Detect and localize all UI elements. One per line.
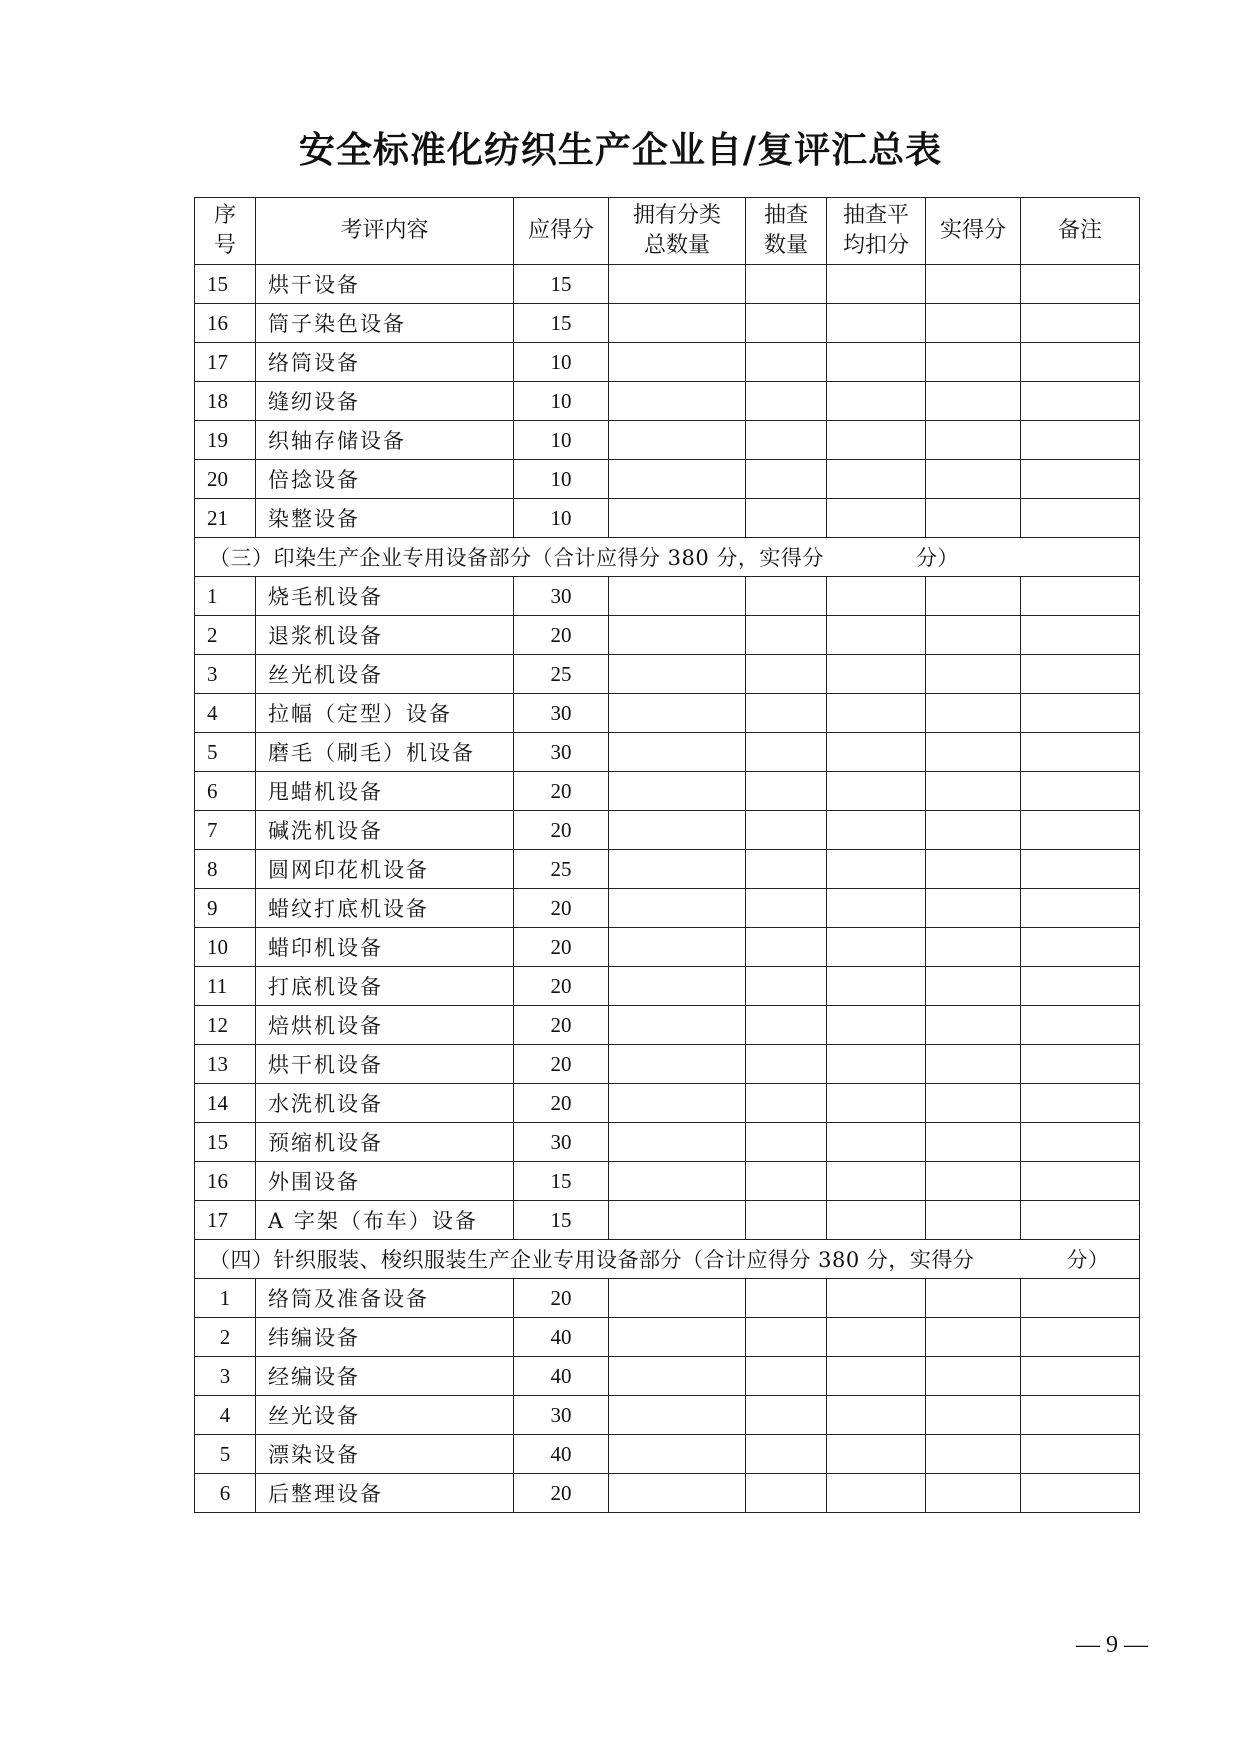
row-avg-deduction-cell (827, 1357, 926, 1396)
row-content: 甩蜡机设备 (256, 772, 514, 811)
row-category-count-cell (609, 499, 746, 538)
row-category-count-cell (609, 265, 746, 304)
row-category-count-cell (609, 850, 746, 889)
row-score: 30 (514, 733, 609, 772)
row-actual-score-cell (926, 499, 1021, 538)
row-category-count-cell (609, 577, 746, 616)
row-sample-count-cell (746, 694, 827, 733)
row-actual-score-cell (926, 1201, 1021, 1240)
row-score: 20 (514, 967, 609, 1006)
row-sample-count-cell (746, 382, 827, 421)
row-sample-count-cell (746, 1006, 827, 1045)
row-remarks-cell (1021, 421, 1140, 460)
table-row (195, 811, 1140, 850)
row-remarks-cell (1021, 499, 1140, 538)
row-category-count-cell (609, 616, 746, 655)
row-score: 30 (514, 694, 609, 733)
row-content: 拉幅（定型）设备 (256, 694, 514, 733)
row-sample-count-cell (746, 265, 827, 304)
table-row (195, 694, 1140, 733)
row-category-count-cell (609, 928, 746, 967)
row-remarks-cell (1021, 928, 1140, 967)
row-avg-deduction-cell (827, 1045, 926, 1084)
row-number: 19 (195, 421, 256, 460)
row-content: 圆网印花机设备 (256, 850, 514, 889)
row-score: 15 (514, 304, 609, 343)
row-sample-count-cell (746, 655, 827, 694)
row-sample-count-cell (746, 421, 827, 460)
row-remarks-cell (1021, 967, 1140, 1006)
row-category-count-cell (609, 304, 746, 343)
col-header-actual-score: 实得分 (926, 198, 1021, 265)
row-content: 漂染设备 (256, 1435, 514, 1474)
row-avg-deduction-cell (827, 1084, 926, 1123)
table-row (195, 1123, 1140, 1162)
row-score: 10 (514, 460, 609, 499)
row-score: 20 (514, 1474, 609, 1513)
row-avg-deduction-cell (827, 1435, 926, 1474)
row-number: 8 (195, 850, 256, 889)
col-header-avg-deduction: 抽查平 均扣分 (827, 198, 926, 265)
row-sample-count-cell (746, 1084, 827, 1123)
row-number: 17 (195, 343, 256, 382)
row-avg-deduction-cell (827, 889, 926, 928)
page-number: — 9 — (1076, 1632, 1148, 1658)
row-number: 14 (195, 1084, 256, 1123)
evaluation-summary-table (194, 197, 1140, 1513)
row-score: 15 (514, 1162, 609, 1201)
row-number: 4 (195, 1396, 256, 1435)
row-avg-deduction-cell (827, 967, 926, 1006)
row-remarks-cell (1021, 343, 1140, 382)
row-number: 7 (195, 811, 256, 850)
row-score: 40 (514, 1318, 609, 1357)
row-remarks-cell (1021, 1357, 1140, 1396)
col-header-content: 考评内容 (256, 198, 514, 265)
row-avg-deduction-cell (827, 1474, 926, 1513)
row-actual-score-cell (926, 382, 1021, 421)
row-actual-score-cell (926, 1279, 1021, 1318)
row-content: 碱洗机设备 (256, 811, 514, 850)
row-actual-score-cell (926, 265, 1021, 304)
table-row (195, 382, 1140, 421)
row-category-count-cell (609, 1435, 746, 1474)
row-sample-count-cell (746, 1201, 827, 1240)
row-content: 磨毛（刷毛）机设备 (256, 733, 514, 772)
row-number: 2 (195, 616, 256, 655)
row-score: 40 (514, 1357, 609, 1396)
table-header-row (195, 198, 1140, 265)
row-number: 18 (195, 382, 256, 421)
row-content: 丝光机设备 (256, 655, 514, 694)
row-score: 20 (514, 928, 609, 967)
row-score: 10 (514, 499, 609, 538)
row-number: 2 (195, 1318, 256, 1357)
row-actual-score-cell (926, 850, 1021, 889)
row-remarks-cell (1021, 772, 1140, 811)
row-actual-score-cell (926, 733, 1021, 772)
row-number: 1 (195, 577, 256, 616)
row-number: 5 (195, 733, 256, 772)
table-row (195, 733, 1140, 772)
row-actual-score-cell (926, 304, 1021, 343)
row-number: 20 (195, 460, 256, 499)
section-title (195, 1240, 1140, 1279)
row-remarks-cell (1021, 304, 1140, 343)
table-row (195, 772, 1140, 811)
row-number: 15 (195, 1123, 256, 1162)
row-category-count-cell (609, 1474, 746, 1513)
row-avg-deduction-cell (827, 733, 926, 772)
row-sample-count-cell (746, 343, 827, 382)
row-remarks-cell (1021, 889, 1140, 928)
row-avg-deduction-cell (827, 1396, 926, 1435)
row-category-count-cell (609, 421, 746, 460)
row-avg-deduction-cell (827, 928, 926, 967)
row-score: 10 (514, 421, 609, 460)
row-category-count-cell (609, 1279, 746, 1318)
row-content: 烘干设备 (256, 265, 514, 304)
row-content: 烧毛机设备 (256, 577, 514, 616)
row-number: 17 (195, 1201, 256, 1240)
row-remarks-cell (1021, 616, 1140, 655)
row-actual-score-cell (926, 1045, 1021, 1084)
row-content: 络筒及准备设备 (256, 1279, 514, 1318)
row-content: 退浆机设备 (256, 616, 514, 655)
row-content: 烘干机设备 (256, 1045, 514, 1084)
row-number: 13 (195, 1045, 256, 1084)
row-content: A 字架（布车）设备 (256, 1201, 514, 1240)
row-content: 纬编设备 (256, 1318, 514, 1357)
row-category-count-cell (609, 343, 746, 382)
row-actual-score-cell (926, 1084, 1021, 1123)
row-actual-score-cell (926, 694, 1021, 733)
row-avg-deduction-cell (827, 694, 926, 733)
row-remarks-cell (1021, 1474, 1140, 1513)
col-header-category-count: 拥有分类 总数量 (609, 198, 746, 265)
row-category-count-cell (609, 1084, 746, 1123)
row-avg-deduction-cell (827, 382, 926, 421)
row-remarks-cell (1021, 265, 1140, 304)
section-title (195, 538, 1140, 577)
row-score: 30 (514, 1123, 609, 1162)
row-score: 20 (514, 1279, 609, 1318)
row-score: 40 (514, 1435, 609, 1474)
table-row (195, 616, 1140, 655)
row-score: 20 (514, 1045, 609, 1084)
row-sample-count-cell (746, 1318, 827, 1357)
row-sample-count-cell (746, 616, 827, 655)
row-content: 水洗机设备 (256, 1084, 514, 1123)
row-sample-count-cell (746, 733, 827, 772)
section-header-row (195, 1240, 1140, 1279)
row-content: 后整理设备 (256, 1474, 514, 1513)
row-content: 打底机设备 (256, 967, 514, 1006)
table-row (195, 265, 1140, 304)
table-row (195, 1162, 1140, 1201)
row-score: 20 (514, 616, 609, 655)
row-sample-count-cell (746, 304, 827, 343)
row-remarks-cell (1021, 1123, 1140, 1162)
row-content: 蜡印机设备 (256, 928, 514, 967)
col-header-remarks: 备注 (1021, 198, 1140, 265)
row-sample-count-cell (746, 1435, 827, 1474)
row-remarks-cell (1021, 1162, 1140, 1201)
row-remarks-cell (1021, 382, 1140, 421)
table-row (195, 1045, 1140, 1084)
row-avg-deduction-cell (827, 1279, 926, 1318)
row-avg-deduction-cell (827, 1006, 926, 1045)
section-header-row (195, 538, 1140, 577)
row-number: 1 (195, 1279, 256, 1318)
row-category-count-cell (609, 1006, 746, 1045)
row-category-count-cell (609, 382, 746, 421)
row-remarks-cell (1021, 577, 1140, 616)
table-row (195, 1474, 1140, 1513)
row-content: 丝光设备 (256, 1396, 514, 1435)
row-score: 25 (514, 850, 609, 889)
row-sample-count-cell (746, 811, 827, 850)
row-avg-deduction-cell (827, 499, 926, 538)
row-number: 15 (195, 265, 256, 304)
row-actual-score-cell (926, 1123, 1021, 1162)
row-score: 25 (514, 655, 609, 694)
row-sample-count-cell (746, 967, 827, 1006)
row-number: 11 (195, 967, 256, 1006)
row-remarks-cell (1021, 1396, 1140, 1435)
table-body (195, 265, 1140, 1513)
row-content: 织轴存储设备 (256, 421, 514, 460)
row-sample-count-cell (746, 850, 827, 889)
row-actual-score-cell (926, 421, 1021, 460)
row-score: 30 (514, 577, 609, 616)
row-sample-count-cell (746, 772, 827, 811)
row-score: 20 (514, 772, 609, 811)
col-header-no: 序 号 (195, 198, 256, 265)
row-remarks-cell (1021, 1318, 1140, 1357)
table-row (195, 460, 1140, 499)
row-score: 20 (514, 1006, 609, 1045)
row-sample-count-cell (746, 1396, 827, 1435)
row-actual-score-cell (926, 928, 1021, 967)
row-score: 20 (514, 889, 609, 928)
row-avg-deduction-cell (827, 421, 926, 460)
row-avg-deduction-cell (827, 1201, 926, 1240)
row-number: 4 (195, 694, 256, 733)
row-actual-score-cell (926, 967, 1021, 1006)
row-remarks-cell (1021, 1435, 1140, 1474)
row-actual-score-cell (926, 889, 1021, 928)
row-category-count-cell (609, 733, 746, 772)
row-sample-count-cell (746, 1474, 827, 1513)
row-sample-count-cell (746, 577, 827, 616)
row-category-count-cell (609, 460, 746, 499)
row-category-count-cell (609, 655, 746, 694)
row-actual-score-cell (926, 1162, 1021, 1201)
table-row (195, 304, 1140, 343)
row-content: 蜡纹打底机设备 (256, 889, 514, 928)
row-avg-deduction-cell (827, 460, 926, 499)
row-sample-count-cell (746, 928, 827, 967)
row-avg-deduction-cell (827, 850, 926, 889)
table-row (195, 577, 1140, 616)
row-score: 20 (514, 811, 609, 850)
row-number: 9 (195, 889, 256, 928)
row-category-count-cell (609, 1318, 746, 1357)
table-row (195, 499, 1140, 538)
section-title-text: （三）印染生产企业专用设备部分（合计应得分 380 分，实得分 (209, 546, 824, 570)
row-number: 12 (195, 1006, 256, 1045)
row-score: 10 (514, 343, 609, 382)
row-content: 染整设备 (256, 499, 514, 538)
row-avg-deduction-cell (827, 616, 926, 655)
row-number: 3 (195, 1357, 256, 1396)
row-sample-count-cell (746, 499, 827, 538)
section-title-text: （四）针织服装、梭织服装生产企业专用设备部分（合计应得分 380 分，实得分 (209, 1248, 975, 1272)
table-row (195, 850, 1140, 889)
row-sample-count-cell (746, 1123, 827, 1162)
row-content: 倍捻设备 (256, 460, 514, 499)
row-number: 10 (195, 928, 256, 967)
row-score: 15 (514, 265, 609, 304)
row-score: 30 (514, 1396, 609, 1435)
row-category-count-cell (609, 772, 746, 811)
row-score: 15 (514, 1201, 609, 1240)
row-actual-score-cell (926, 811, 1021, 850)
row-remarks-cell (1021, 733, 1140, 772)
section-title-end: 分） (1066, 1248, 1110, 1272)
row-sample-count-cell (746, 1162, 827, 1201)
row-remarks-cell (1021, 1201, 1140, 1240)
row-content: 络筒设备 (256, 343, 514, 382)
row-remarks-cell (1021, 655, 1140, 694)
row-actual-score-cell (926, 655, 1021, 694)
row-remarks-cell (1021, 1006, 1140, 1045)
row-category-count-cell (609, 811, 746, 850)
row-content: 经编设备 (256, 1357, 514, 1396)
row-category-count-cell (609, 1201, 746, 1240)
table-row (195, 655, 1140, 694)
table-row (195, 1357, 1140, 1396)
row-avg-deduction-cell (827, 304, 926, 343)
row-sample-count-cell (746, 1279, 827, 1318)
row-actual-score-cell (926, 1396, 1021, 1435)
row-remarks-cell (1021, 694, 1140, 733)
section-title-end: 分） (915, 546, 959, 570)
row-actual-score-cell (926, 1357, 1021, 1396)
row-number: 21 (195, 499, 256, 538)
row-category-count-cell (609, 1162, 746, 1201)
row-avg-deduction-cell (827, 655, 926, 694)
row-number: 16 (195, 1162, 256, 1201)
row-category-count-cell (609, 1045, 746, 1084)
row-avg-deduction-cell (827, 772, 926, 811)
row-content: 焙烘机设备 (256, 1006, 514, 1045)
document-title: 安全标准化纺织生产企业自/复评汇总表 (298, 129, 943, 171)
table-row (195, 421, 1140, 460)
col-header-sample-count: 抽查 数量 (746, 198, 827, 265)
row-actual-score-cell (926, 1474, 1021, 1513)
row-score: 10 (514, 382, 609, 421)
row-avg-deduction-cell (827, 577, 926, 616)
row-content: 外围设备 (256, 1162, 514, 1201)
table-row (195, 1084, 1140, 1123)
row-number: 3 (195, 655, 256, 694)
table-row (195, 1201, 1140, 1240)
col-header-score: 应得分 (514, 198, 609, 265)
row-content: 预缩机设备 (256, 1123, 514, 1162)
table-row (195, 967, 1140, 1006)
table-row (195, 343, 1140, 382)
row-content: 缝纫设备 (256, 382, 514, 421)
row-actual-score-cell (926, 460, 1021, 499)
table-row (195, 1006, 1140, 1045)
row-actual-score-cell (926, 1435, 1021, 1474)
row-remarks-cell (1021, 1045, 1140, 1084)
row-number: 16 (195, 304, 256, 343)
table-row (195, 1279, 1140, 1318)
row-remarks-cell (1021, 460, 1140, 499)
row-sample-count-cell (746, 460, 827, 499)
row-category-count-cell (609, 1357, 746, 1396)
row-avg-deduction-cell (827, 1162, 926, 1201)
row-actual-score-cell (926, 343, 1021, 382)
row-remarks-cell (1021, 811, 1140, 850)
row-content: 筒子染色设备 (256, 304, 514, 343)
row-remarks-cell (1021, 1279, 1140, 1318)
row-avg-deduction-cell (827, 343, 926, 382)
table-row (195, 1435, 1140, 1474)
row-avg-deduction-cell (827, 1318, 926, 1357)
row-sample-count-cell (746, 889, 827, 928)
row-category-count-cell (609, 1123, 746, 1162)
row-category-count-cell (609, 967, 746, 1006)
row-score: 20 (514, 1084, 609, 1123)
row-sample-count-cell (746, 1045, 827, 1084)
row-category-count-cell (609, 694, 746, 733)
table-row (195, 1396, 1140, 1435)
row-actual-score-cell (926, 616, 1021, 655)
row-category-count-cell (609, 889, 746, 928)
row-remarks-cell (1021, 1084, 1140, 1123)
table-row (195, 1318, 1140, 1357)
row-avg-deduction-cell (827, 1123, 926, 1162)
table-row (195, 889, 1140, 928)
row-avg-deduction-cell (827, 265, 926, 304)
row-category-count-cell (609, 1396, 746, 1435)
row-actual-score-cell (926, 772, 1021, 811)
row-remarks-cell (1021, 850, 1140, 889)
row-sample-count-cell (746, 1357, 827, 1396)
row-actual-score-cell (926, 1318, 1021, 1357)
row-number: 5 (195, 1435, 256, 1474)
row-actual-score-cell (926, 577, 1021, 616)
table-row (195, 928, 1140, 967)
row-number: 6 (195, 772, 256, 811)
row-actual-score-cell (926, 1006, 1021, 1045)
row-avg-deduction-cell (827, 811, 926, 850)
row-number: 6 (195, 1474, 256, 1513)
